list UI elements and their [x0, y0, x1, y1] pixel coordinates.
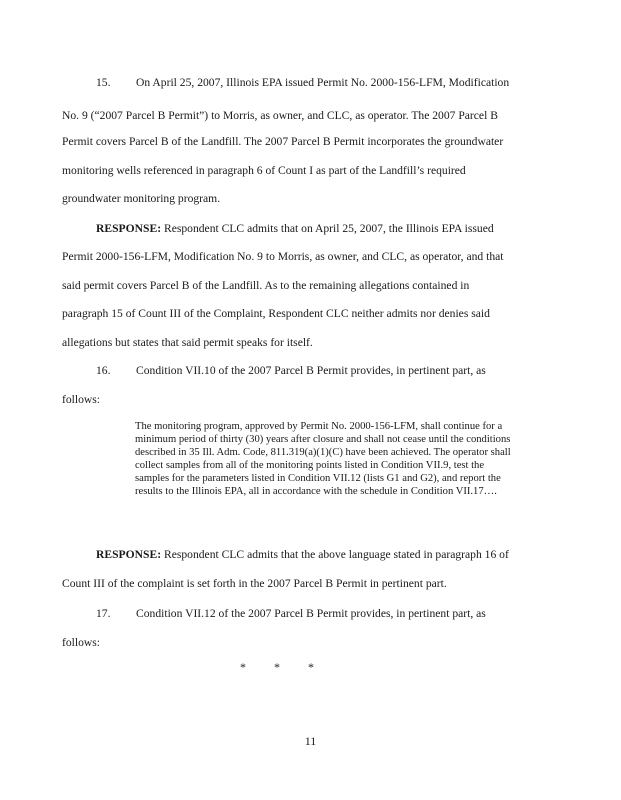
paragraph-17-number: 17.	[96, 607, 111, 620]
paragraph-15-number: 15.	[96, 76, 111, 89]
paragraph-17-line: Condition VII.12 of the 2007 Parcel B Permit provides, in pertinent part, as	[136, 607, 486, 620]
response-16-text: Respondent CLC admits that the above language stated in paragraph 16 of	[161, 548, 509, 561]
response-16-line: Count III of the complaint is set forth in the 2007 Parcel B Permit in pertinent part.	[62, 577, 447, 590]
response-15-line: Permit 2000-156-LFM, Modification No. 9 to Morris, as owner, and CLC, as operator, and that	[62, 250, 504, 263]
paragraph-16-number: 16.	[96, 364, 111, 377]
block-quote: The monitoring program, approved by Permit No. 2000-156-LFM, shall continue for a minimum period of thirty (30) years after closure and shall not cease until the conditions described in 35 Ill. Adm. Code, 811.319(a)(1)(C) have been achieved. The operator shall collect samples from all of the monitoring points listed in Condition VII.9, test the samples for the parameters listed in Condition VII.12 (lists G1 and G2), and report the results to the Illinois EPA, all in accordance with the schedule in Condition VII.17….	[135, 421, 511, 497]
response-heading: RESPONSE:	[96, 222, 162, 235]
response-15-line: paragraph 15 of Count III of the Complaint, Respondent CLC neither admits nor denies said	[62, 307, 490, 320]
asterisk: *	[240, 660, 246, 674]
paragraph-15-line: On April 25, 2007, Illinois EPA issued Permit No. 2000-156-LFM, Modification	[136, 76, 510, 89]
paragraph-16-line: Condition VII.10 of the 2007 Parcel B Permit provides, in pertinent part, as	[136, 364, 486, 377]
paragraph-16-line: follows:	[62, 393, 101, 406]
paragraph-15-line: No. 9 (“2007 Parcel B Permit”) to Morris, as owner, and CLC, as operator. The 2007 Parcel B	[62, 109, 498, 122]
paragraph-17-line: follows:	[62, 636, 101, 649]
response-heading: RESPONSE:	[96, 548, 162, 561]
response-15-text: Respondent CLC admits that on April 25, 2007, the Illinois EPA issued	[161, 222, 494, 235]
asterisk: *	[308, 660, 314, 674]
response-15-first-line	[96, 222, 494, 236]
asterisk: *	[274, 660, 280, 674]
paragraph-15-line: Permit covers Parcel B of the Landfill. The 2007 Parcel B Permit incorporates the groundwater	[62, 135, 504, 148]
response-15-line: said permit covers Parcel B of the Landfill. As to the remaining allegations contained in	[62, 279, 470, 292]
paragraph-15-line: monitoring wells referenced in paragraph 6 of Count I as part of the Landfill’s required	[62, 164, 466, 177]
ellipsis-asterisks	[240, 660, 350, 674]
response-16-first-line	[96, 548, 509, 562]
paragraph-15-line: groundwater monitoring program.	[62, 192, 221, 205]
response-15-line: allegations but states that said permit speaks for itself.	[62, 336, 313, 349]
page-number: 11	[304, 734, 317, 748]
